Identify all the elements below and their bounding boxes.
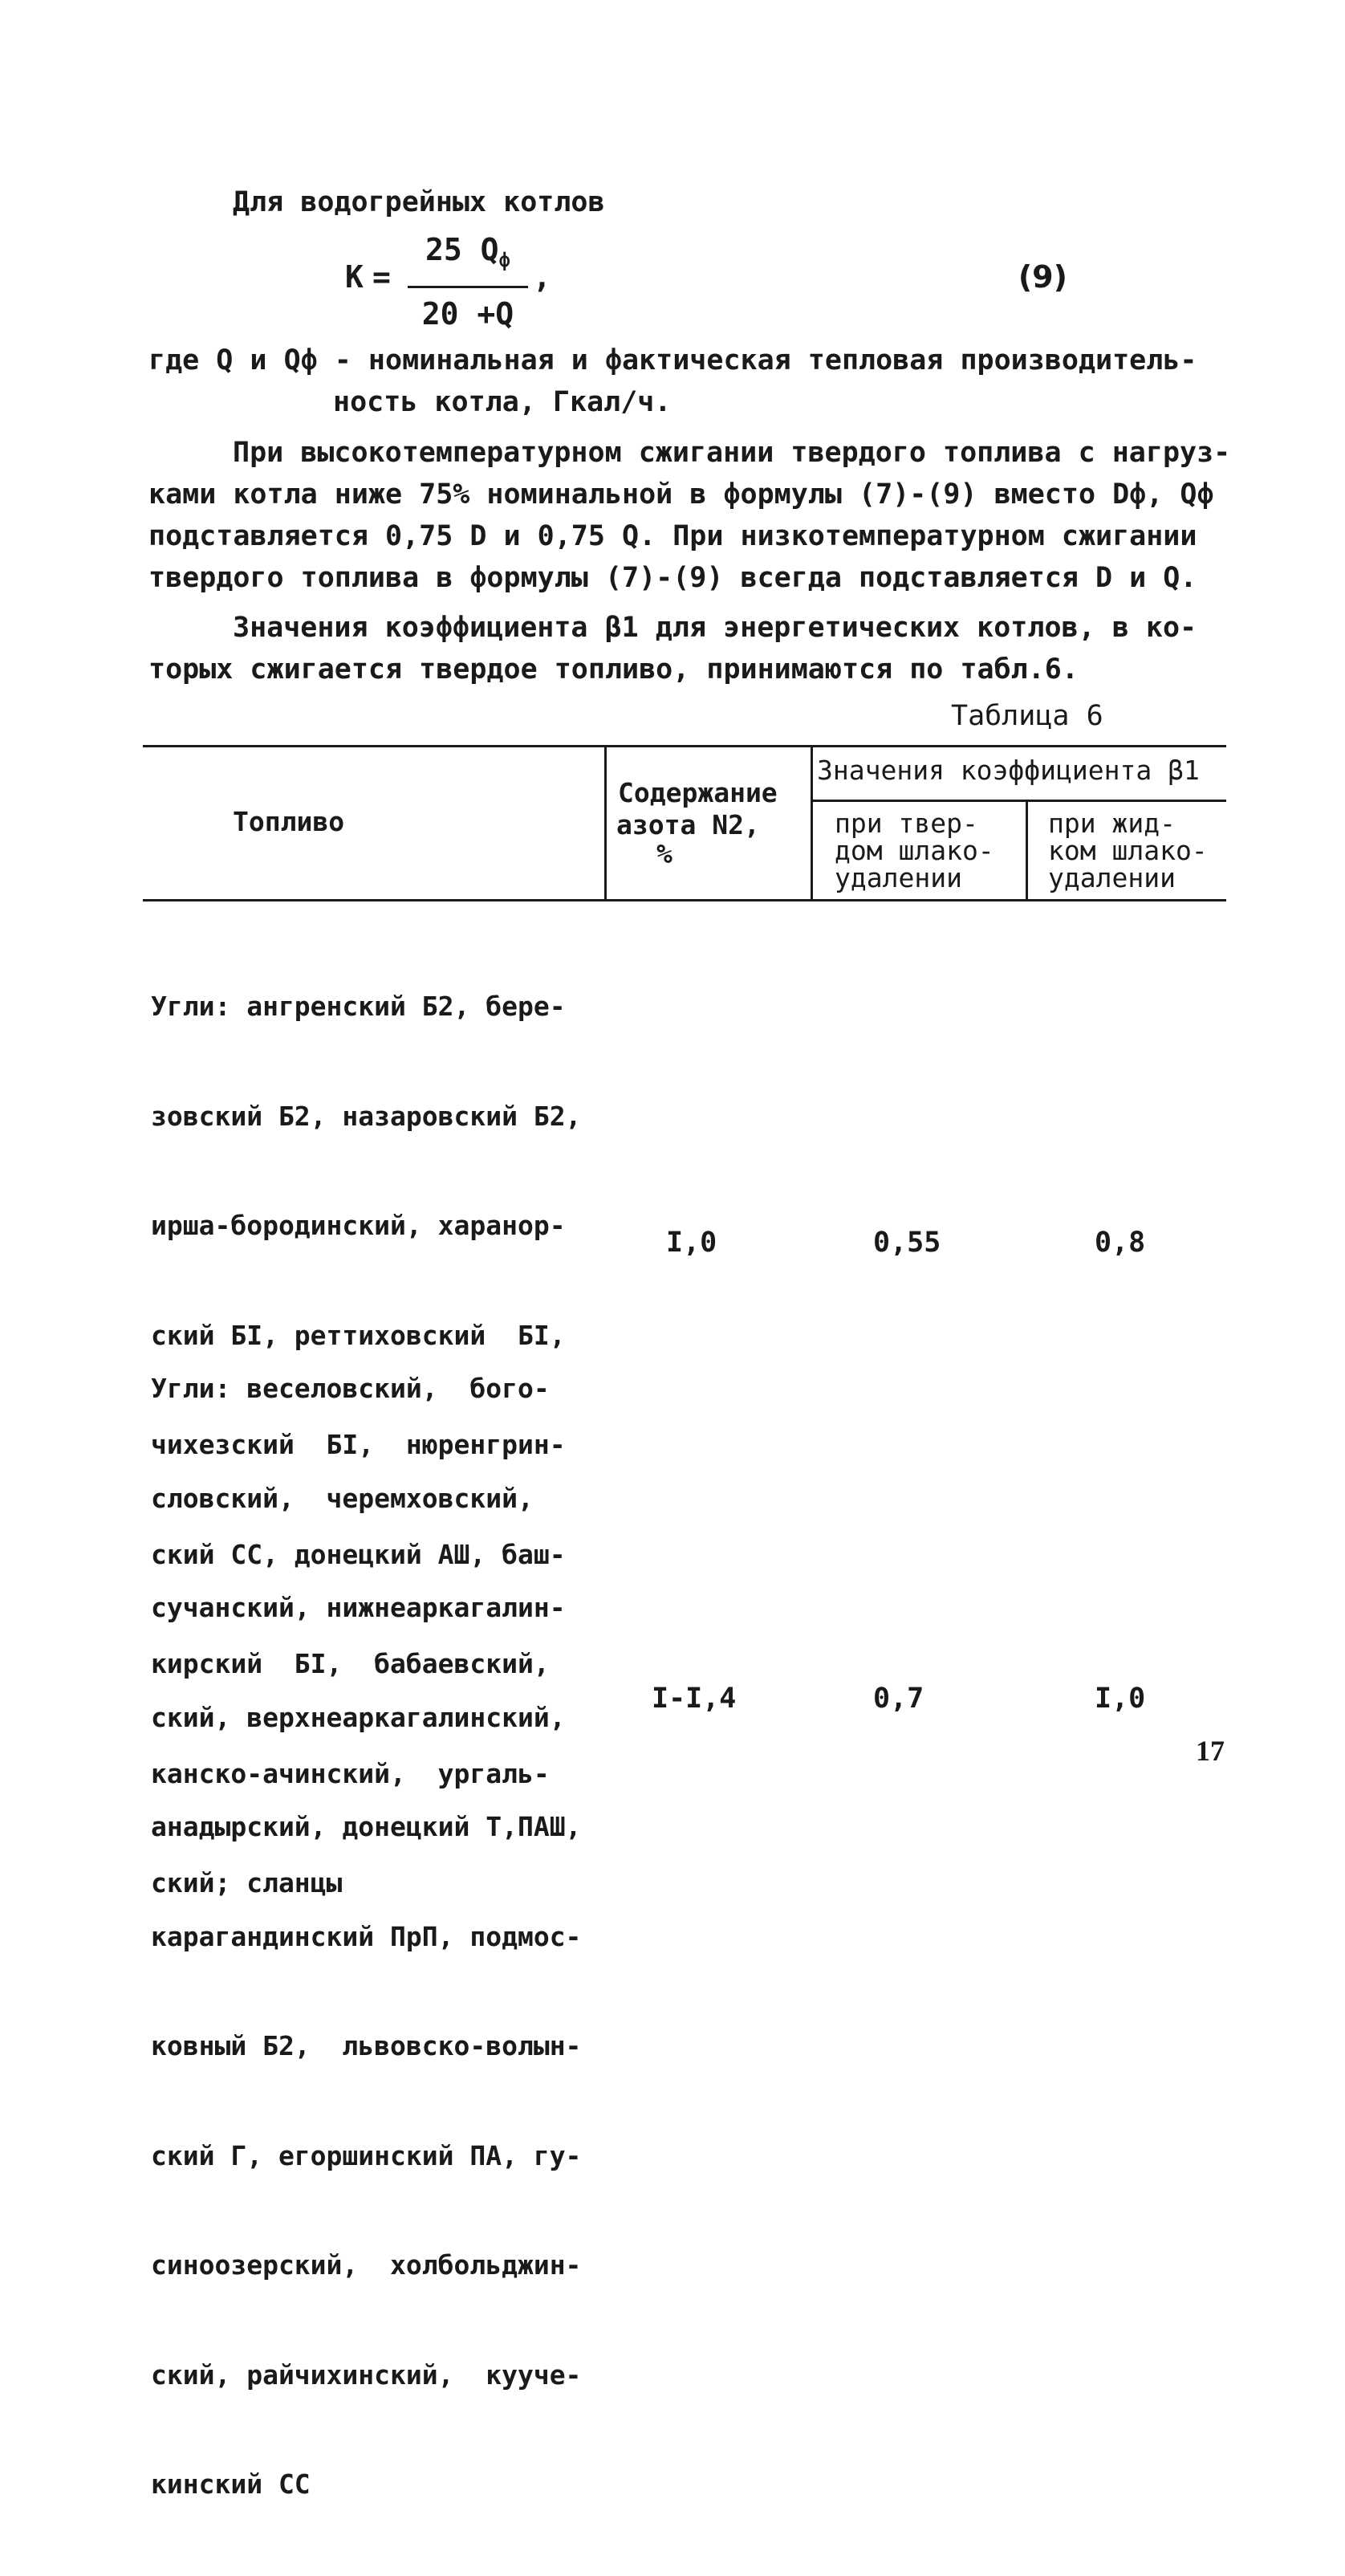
row-2-liquid: I,0 <box>1095 1683 1146 1715</box>
row-1-fuel-line: кирский БI, бабаевский, <box>151 1648 550 1679</box>
coef-group-rule <box>811 800 1226 802</box>
row-2-fuel-line: синоозерский, холбольджин- <box>151 2249 582 2281</box>
row-2-fuel-line: ский Г, егоршинский ПА, гу- <box>151 2139 582 2171</box>
header-solid-line-3: удалении <box>835 862 962 893</box>
row-2-fuel-line: Угли: веселовский, бого- <box>151 1373 550 1404</box>
formula-equals: = <box>372 259 391 295</box>
paragraph-1-line-2: ками котла ниже 75% номинальной в формулы (7)-(9) вместо Dф, Qф <box>148 478 1214 511</box>
row-2-fuel-line: ский, верхнеаркагалинский, <box>151 1701 566 1733</box>
paragraph-1-line-1: При высокотемпературном сжигании твердого топлива с нагруз- <box>233 437 1231 469</box>
formula-comma: , <box>533 259 551 295</box>
paragraph-1-line-3: подставляется 0,75 D и 0,75 Q. При низкотемпературном сжигании <box>148 520 1197 552</box>
row-2-fuel-line: анадырский, донецкий Т,ПАШ, <box>151 1811 582 1842</box>
row-1-fuel-line: чихезский БI, нюренгрин- <box>151 1429 566 1460</box>
table-title: Таблица 6 <box>951 700 1103 732</box>
row-1-fuel-line: ирша-бородинский, харанор- <box>151 1210 566 1241</box>
row-2-fuel-line: сучанский, нижнеаркагалин- <box>151 1592 566 1623</box>
row-2-fuel-line: кинский СС <box>151 2468 311 2500</box>
row-1-fuel-line: ский БI, реттиховский БI, <box>151 1319 566 1351</box>
header-nitrogen-line-1: Содержание <box>618 777 778 808</box>
formula-9 <box>345 229 1067 341</box>
row-2-fuel-line: словский, черемховский, <box>151 1482 534 1514</box>
header-solid-line-2: дом шлако- <box>835 835 994 866</box>
definition-line-2: ность котла, Гкал/ч. <box>333 386 672 418</box>
paragraph-2-line-2: торых сжигается твердое топливо, принимаются по табл.6. <box>148 653 1079 686</box>
col-divider-1 <box>604 745 607 901</box>
formula-number: (9) <box>1018 259 1067 295</box>
formula-numerator: 25 $Q_ф$ <box>425 232 510 271</box>
table-top-rule <box>143 745 1226 747</box>
paragraph-1-line-4: твердого топлива в формулы (7)-(9) всегда подставляется D и Q. <box>148 562 1197 594</box>
table-header-rule <box>143 899 1226 901</box>
row-2-fuel-line: карагандинский ПрП, подмос- <box>151 1920 582 1952</box>
row-1-fuel-line: зовский Б2, назаровский Б2, <box>151 1100 582 1132</box>
col-divider-2 <box>811 745 813 901</box>
header-nitrogen-line-3: % <box>656 838 672 869</box>
formula-denominator: 20 +Q <box>421 296 514 332</box>
row-1-nitrogen: I,0 <box>666 1227 717 1259</box>
row-1-fuel-line: канско-ачинский, ургаль- <box>151 1757 550 1789</box>
row-2-fuel-line: ковный Б2, львовско-волын- <box>151 2030 582 2061</box>
row-1-fuel-line: Угли: ангренский Б2, бере- <box>151 991 566 1022</box>
formula-fraction <box>408 229 528 335</box>
header-solid-line-1: при твер- <box>835 808 978 839</box>
formula-numerator-subscript: ф <box>498 249 510 271</box>
row-1-liquid: 0,8 <box>1095 1227 1146 1259</box>
col-divider-3 <box>1026 801 1028 901</box>
section-heading: Для водогрейных котлов <box>233 186 605 218</box>
header-liquid-line-1: при жид- <box>1048 808 1176 839</box>
header-liquid-line-3: удалении <box>1048 862 1176 893</box>
header-coef-group: Значения коэффициента β1 <box>817 755 1200 786</box>
row-2-solid: 0,7 <box>873 1683 924 1715</box>
header-fuel: Топливо <box>233 806 345 837</box>
fraction-bar <box>408 286 528 288</box>
page-number: 17 <box>1196 1735 1225 1767</box>
row-2-nitrogen: I-I,4 <box>652 1683 737 1715</box>
row-2-fuel-line: ский, райчихинский, кууче- <box>151 2358 582 2391</box>
row-1-fuel-line: ский; сланцы <box>151 1867 343 1898</box>
row-1-solid: 0,55 <box>873 1227 941 1259</box>
table-row-2-fuel <box>151 1297 581 2576</box>
paragraph-2-line-1: Значения коэффициента β1 для энергетических котлов, в ко- <box>233 612 1197 644</box>
row-1-fuel-line: ский СС, донецкий АШ, баш- <box>151 1538 566 1570</box>
definition-line-1: где Q и Qф - номинальная и фактическая тепловая производитель- <box>148 344 1197 376</box>
formula-lhs: К <box>345 259 364 295</box>
header-nitrogen-line-2: азота N2, <box>616 809 760 840</box>
header-liquid-line-2: ком шлако- <box>1048 835 1208 866</box>
